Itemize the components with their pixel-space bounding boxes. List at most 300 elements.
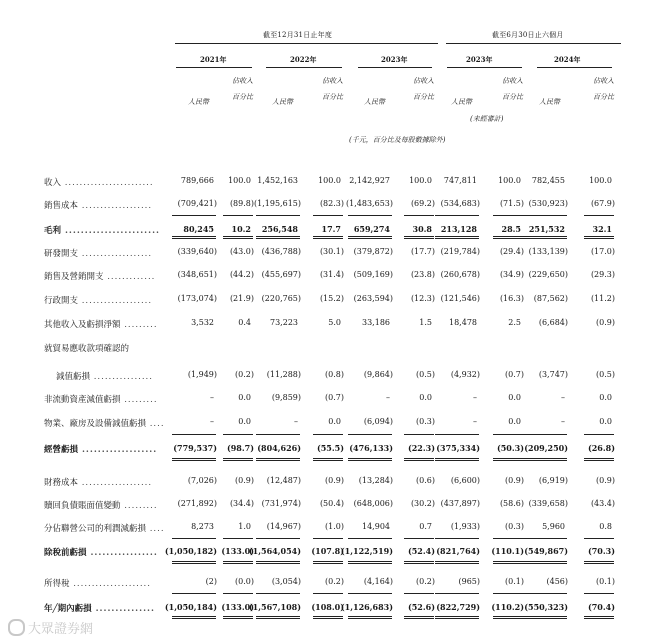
sum-rule [256, 616, 300, 617]
table-cell: (731,974) [261, 499, 301, 508]
table-cell: (375,334) [436, 443, 480, 453]
leader-dots: ........................ [61, 226, 160, 236]
sum-rule [172, 561, 216, 562]
col-pct-3: 佔收入 百分比 [502, 77, 523, 101]
table-cell: 17.7 [321, 224, 341, 234]
leader-dots: ................... [78, 445, 158, 455]
sum-rule [435, 563, 479, 564]
table-cell: (0.9) [325, 476, 344, 485]
table-cell: (1.0) [325, 522, 344, 531]
sum-rule [404, 563, 434, 564]
sum-rule [313, 215, 343, 216]
sum-rule [313, 616, 343, 617]
table-cell: 3,532 [191, 318, 214, 327]
table-cell: (9,864) [363, 370, 393, 379]
sum-rule [223, 563, 253, 564]
sum-rule [172, 458, 216, 459]
table-cell: (82.3) [319, 199, 344, 208]
table-cell: (1,564,054) [248, 546, 301, 556]
row-label-4 [44, 270, 155, 282]
sum-rule [435, 538, 479, 539]
sum-rule [435, 616, 479, 617]
table-cell: 0.0 [419, 393, 432, 402]
sum-rule [348, 434, 392, 435]
table-cell: 33,186 [362, 318, 390, 327]
sum-rule [256, 458, 300, 459]
sum-rule [223, 561, 253, 562]
row-label-text: 銷售及營銷開支 [44, 272, 104, 282]
leader-dots: ............... [91, 604, 155, 614]
table-cell: (7,026) [187, 476, 217, 485]
table-cell: 1,452,163 [257, 176, 298, 185]
table-cell: – [294, 417, 298, 426]
table-cell: 28.5 [501, 224, 521, 234]
leader-dots: ......... [120, 320, 158, 330]
sum-rule [256, 561, 300, 562]
table-cell: (0.8) [325, 370, 344, 379]
row-label-text: 非流動資產減值虧損 [44, 395, 121, 405]
table-cell: (0.9) [505, 476, 524, 485]
watermark-logo-icon [8, 619, 25, 636]
sum-rule [256, 238, 300, 239]
table-cell: 80,245 [183, 224, 214, 234]
table-cell: (1,933) [450, 522, 480, 531]
sum-rule [348, 236, 392, 237]
table-cell: 0.0 [328, 417, 341, 426]
units-note: (千元，百分比及每股數據除外) [349, 136, 446, 144]
sum-rule [584, 458, 614, 459]
sum-rule [435, 236, 479, 237]
table-cell: (21.9) [229, 294, 254, 303]
sum-rule [256, 593, 300, 594]
sum-rule [256, 538, 300, 539]
sum-rule [172, 538, 216, 539]
table-cell: (31.4) [319, 270, 344, 279]
row-label-text: 銷售成本 [44, 201, 79, 211]
sum-rule [313, 593, 343, 594]
row-label-text: 經營虧損 [44, 445, 79, 455]
sum-rule [584, 215, 614, 216]
row-label-7 [44, 342, 129, 354]
table-cell: 2,142,927 [349, 176, 390, 185]
table-cell: (804,626) [257, 443, 301, 453]
sum-rule [435, 460, 479, 461]
sum-rule [404, 618, 434, 619]
sum-rule [404, 460, 434, 461]
sum-rule [493, 236, 523, 237]
table-cell: (1,050,184) [164, 602, 217, 612]
row-label-text: 行政開支 [44, 296, 79, 306]
table-cell: (55.5) [316, 443, 344, 453]
table-cell: (12.3) [410, 294, 435, 303]
table-cell: (30.2) [410, 499, 435, 508]
table-cell: 1.0 [238, 522, 251, 531]
sum-rule [523, 561, 567, 562]
sum-rule [584, 238, 614, 239]
row-label-17 [44, 602, 155, 614]
row-label-2 [44, 224, 160, 236]
year-header-3: 2023年 [466, 55, 493, 64]
table-cell: (455,697) [261, 270, 301, 279]
row-label-6 [44, 318, 158, 330]
row-label-text: 物業、廠房及設備減值虧損 [44, 419, 147, 429]
table-cell: (709,421) [177, 199, 217, 208]
sum-rule [404, 561, 434, 562]
table-cell: (0.1) [505, 577, 524, 586]
table-cell: (0.5) [596, 370, 615, 379]
table-cell: 0.0 [508, 417, 521, 426]
table-cell: (229,650) [528, 270, 568, 279]
table-cell: (436,788) [261, 247, 301, 256]
sum-rule [584, 618, 614, 619]
sum-rule [493, 538, 523, 539]
table-cell: – [210, 417, 214, 426]
row-label-text: 年╱期內虧損 [44, 604, 92, 614]
table-cell: (133.0) [221, 546, 254, 556]
table-cell: (1,483,653) [346, 199, 393, 208]
sum-rule [172, 238, 216, 239]
table-cell: (1,122,519) [340, 546, 393, 556]
table-cell: 256,548 [261, 224, 298, 234]
sum-rule [313, 236, 343, 237]
col-rmb-0: 人民幣 [188, 98, 209, 106]
header-fy-label: 截至12月31日止年度 [263, 31, 333, 39]
table-cell: 789,666 [180, 176, 214, 185]
sum-rule [584, 460, 614, 461]
table-cell: (0.6) [416, 476, 435, 485]
table-cell: 100.0 [318, 176, 341, 185]
table-cell: (43.4) [590, 499, 615, 508]
table-cell: 30.8 [412, 224, 432, 234]
year-header-2: 2023年 [381, 55, 408, 64]
row-label-text: 分佔聯營公司的利潤減虧損 [44, 524, 147, 534]
year-header-1: 2022年 [290, 55, 317, 64]
table-cell: 213,128 [440, 224, 477, 234]
sum-rule [523, 434, 567, 435]
table-cell: 100.0 [589, 176, 612, 185]
sum-rule [172, 593, 216, 594]
table-cell: (44.2) [229, 270, 254, 279]
col-rmb-1: 人民幣 [272, 98, 293, 106]
table-cell: (456) [546, 577, 568, 586]
table-cell: (549,867) [524, 546, 568, 556]
table-cell: (133.0) [221, 602, 254, 612]
table-cell: 0.0 [508, 393, 521, 402]
table-cell: (1,195,615) [254, 199, 301, 208]
sum-rule [313, 538, 343, 539]
table-cell: (29.4) [499, 247, 524, 256]
leader-dots: ......... [120, 501, 158, 511]
table-cell: (209,250) [524, 443, 568, 453]
leader-dots: ........................ [61, 178, 154, 188]
table-cell: – [561, 417, 565, 426]
table-cell: (50.4) [319, 499, 344, 508]
table-cell: (0.9) [596, 476, 615, 485]
table-cell: 659,274 [353, 224, 390, 234]
table-cell: (339,640) [177, 247, 217, 256]
sum-rule [256, 215, 300, 216]
table-cell: (260,678) [440, 270, 480, 279]
table-cell: (348,651) [177, 270, 217, 279]
table-cell: (648,006) [353, 499, 393, 508]
table-cell: 0.8 [599, 522, 612, 531]
sum-rule [523, 215, 567, 216]
sum-rule [584, 434, 614, 435]
table-cell: (58.6) [499, 499, 524, 508]
table-cell: (121,546) [440, 294, 480, 303]
table-cell: 0.0 [599, 417, 612, 426]
sum-rule [223, 434, 253, 435]
sum-rule [313, 561, 343, 562]
year-rule-3 [447, 67, 522, 68]
sum-rule [523, 616, 567, 617]
table-cell: 73,223 [270, 318, 298, 327]
sum-rule [313, 563, 343, 564]
sum-rule [435, 238, 479, 239]
table-cell: (0.2) [325, 577, 344, 586]
sum-rule [404, 616, 434, 617]
sum-rule [223, 460, 253, 461]
table-cell: (0.9) [235, 476, 254, 485]
sum-rule [313, 434, 343, 435]
sum-rule [172, 215, 216, 216]
table-cell: (0.5) [416, 370, 435, 379]
sum-rule [172, 236, 216, 237]
sum-rule [404, 538, 434, 539]
col-pct-4: 佔收入 百分比 [593, 77, 614, 101]
table-cell: (0.2) [416, 577, 435, 586]
table-cell: (1,126,683) [340, 602, 393, 612]
year-rule-4 [537, 67, 612, 68]
leader-dots: .... [146, 524, 165, 534]
table-cell: (15.2) [319, 294, 344, 303]
row-label-12 [44, 476, 152, 488]
row-label-text: 財務成本 [44, 478, 79, 488]
table-cell: (70.3) [587, 546, 615, 556]
table-cell: (509,169) [353, 270, 393, 279]
table-cell: (271,892) [177, 499, 217, 508]
row-label-text: 除稅前虧損 [44, 548, 87, 558]
table-cell: 0.0 [238, 417, 251, 426]
row-label-text: 減值虧損 [56, 372, 91, 382]
table-cell: (3,747) [538, 370, 568, 379]
table-cell: (11,288) [266, 370, 301, 379]
sum-rule [172, 616, 216, 617]
sum-rule [584, 563, 614, 564]
table-cell: (43.0) [229, 247, 254, 256]
table-cell: (17.7) [410, 247, 435, 256]
sum-rule [584, 236, 614, 237]
row-label-text: 所得稅 [44, 579, 70, 589]
sum-rule [493, 593, 523, 594]
table-cell: 5.0 [328, 318, 341, 327]
table-cell: (0.2) [235, 370, 254, 379]
sum-rule [256, 618, 300, 619]
year-header-4: 2024年 [554, 55, 581, 64]
leader-dots: ................ [90, 372, 153, 382]
sum-rule [172, 460, 216, 461]
table-cell: (4,932) [450, 370, 480, 379]
table-cell: (821,764) [436, 546, 480, 556]
year-rule-2 [358, 67, 432, 68]
sum-rule [523, 618, 567, 619]
col-pct-2: 佔收入 百分比 [413, 77, 434, 101]
table-cell: (530,923) [528, 199, 568, 208]
table-cell: (52.6) [407, 602, 435, 612]
sum-rule [404, 434, 434, 435]
sum-rule [223, 538, 253, 539]
row-label-3 [44, 247, 152, 259]
sum-rule [313, 238, 343, 239]
row-label-1 [44, 199, 152, 211]
table-cell: (89.8) [229, 199, 254, 208]
sum-rule [435, 215, 479, 216]
table-cell: 251,532 [528, 224, 565, 234]
row-label-15 [44, 546, 158, 558]
sum-rule [404, 593, 434, 594]
table-cell: (534,683) [440, 199, 480, 208]
sum-rule [493, 618, 523, 619]
sum-rule [348, 593, 392, 594]
table-cell: (219,784) [440, 247, 480, 256]
table-cell: 782,455 [531, 176, 565, 185]
table-cell: (0.3) [505, 522, 524, 531]
leader-dots: ................... [78, 201, 153, 211]
table-cell: 0.0 [599, 393, 612, 402]
table-cell: (29.3) [590, 270, 615, 279]
table-cell: 10.2 [231, 224, 251, 234]
table-cell: (220,765) [261, 294, 301, 303]
table-cell: (110.2) [491, 602, 524, 612]
leader-dots: ................... [78, 296, 153, 306]
sum-rule [223, 593, 253, 594]
sum-rule [348, 616, 392, 617]
sum-rule [256, 236, 300, 237]
sum-rule [584, 593, 614, 594]
table-cell: – [473, 393, 477, 402]
sum-rule [435, 434, 479, 435]
table-cell: (0.7) [325, 393, 344, 402]
table-cell: (71.5) [499, 199, 524, 208]
sum-rule [404, 238, 434, 239]
leader-dots: ..................... [69, 579, 151, 589]
sum-rule [223, 458, 253, 459]
sum-rule [493, 460, 523, 461]
col-pct-1: 佔收入 百分比 [322, 77, 343, 101]
table-cell: (0.0) [235, 577, 254, 586]
sum-rule [523, 593, 567, 594]
table-cell: (1,567,108) [248, 602, 301, 612]
table-cell: – [386, 393, 390, 402]
table-cell: 8,273 [191, 522, 214, 531]
row-label-text: 收入 [44, 178, 62, 188]
watermark: 大眾證券網 [8, 618, 93, 637]
row-label-9 [44, 393, 158, 405]
table-cell: – [473, 417, 477, 426]
table-cell: (550,323) [524, 602, 568, 612]
sum-rule [223, 236, 253, 237]
table-cell: (6,919) [538, 476, 568, 485]
table-cell: (1,050,182) [164, 546, 217, 556]
sum-rule [348, 563, 392, 564]
sum-rule [223, 616, 253, 617]
sum-rule [435, 618, 479, 619]
table-cell: (16.3) [499, 294, 524, 303]
table-cell: (965) [458, 577, 480, 586]
sum-rule [348, 238, 392, 239]
row-label-text: 就貿易應收款項確認的 [44, 344, 130, 354]
leader-dots: ................. [86, 548, 158, 558]
table-cell: (70.4) [587, 602, 615, 612]
sum-rule [256, 460, 300, 461]
sum-rule [172, 563, 216, 564]
table-cell: (26.8) [587, 443, 615, 453]
leader-dots: ............. [103, 272, 156, 282]
table-cell: (6,600) [450, 476, 480, 485]
table-cell: (0.9) [596, 318, 615, 327]
sum-rule [348, 215, 392, 216]
sum-rule [404, 458, 434, 459]
sum-rule [493, 215, 523, 216]
row-label-text: 贖回負債賬面值變動 [44, 501, 121, 511]
table-cell: 0.7 [419, 522, 432, 531]
sum-rule [493, 238, 523, 239]
unaudited-note: (未經審計) [470, 115, 504, 123]
table-cell: (67.9) [590, 199, 615, 208]
table-cell: (14,967) [266, 522, 301, 531]
table-cell: 747,811 [443, 176, 477, 185]
sum-rule [493, 616, 523, 617]
row-label-text: 毛利 [44, 226, 62, 236]
leader-dots: ................... [78, 478, 153, 488]
table-cell: (110.1) [491, 546, 524, 556]
leader-dots: .... [146, 419, 165, 429]
table-cell: (0.7) [505, 370, 524, 379]
header-h1-rule [446, 43, 621, 44]
row-label-text: 其他收入及虧損淨額 [44, 320, 121, 330]
table-cell: (437,897) [440, 499, 480, 508]
sum-rule [435, 593, 479, 594]
table-cell: (12,487) [266, 476, 301, 485]
sum-rule [348, 458, 392, 459]
table-cell: 18,478 [449, 318, 477, 327]
sum-rule [523, 460, 567, 461]
table-cell: (4,164) [363, 577, 393, 586]
row-label-11 [44, 443, 157, 455]
table-cell: (133,139) [528, 247, 568, 256]
table-cell: (3,054) [271, 577, 301, 586]
table-cell: 0.0 [238, 393, 251, 402]
year-rule-1 [266, 67, 342, 68]
col-pct-0: 佔收入 百分比 [232, 77, 253, 101]
sum-rule [493, 561, 523, 562]
row-label-8 [56, 370, 153, 382]
sum-rule [172, 618, 216, 619]
sum-rule [348, 538, 392, 539]
year-rule-0 [176, 67, 252, 68]
row-label-13 [44, 499, 158, 511]
sum-rule [584, 538, 614, 539]
sum-rule [223, 238, 253, 239]
table-cell: 1.5 [419, 318, 432, 327]
table-cell: 100.0 [409, 176, 432, 185]
table-cell: (22.3) [407, 443, 435, 453]
table-cell: (23.8) [410, 270, 435, 279]
table-cell: (779,537) [173, 443, 217, 453]
col-rmb-4: 人民幣 [539, 98, 560, 106]
leader-dots: ......... [120, 395, 158, 405]
table-cell: 0.4 [238, 318, 251, 327]
